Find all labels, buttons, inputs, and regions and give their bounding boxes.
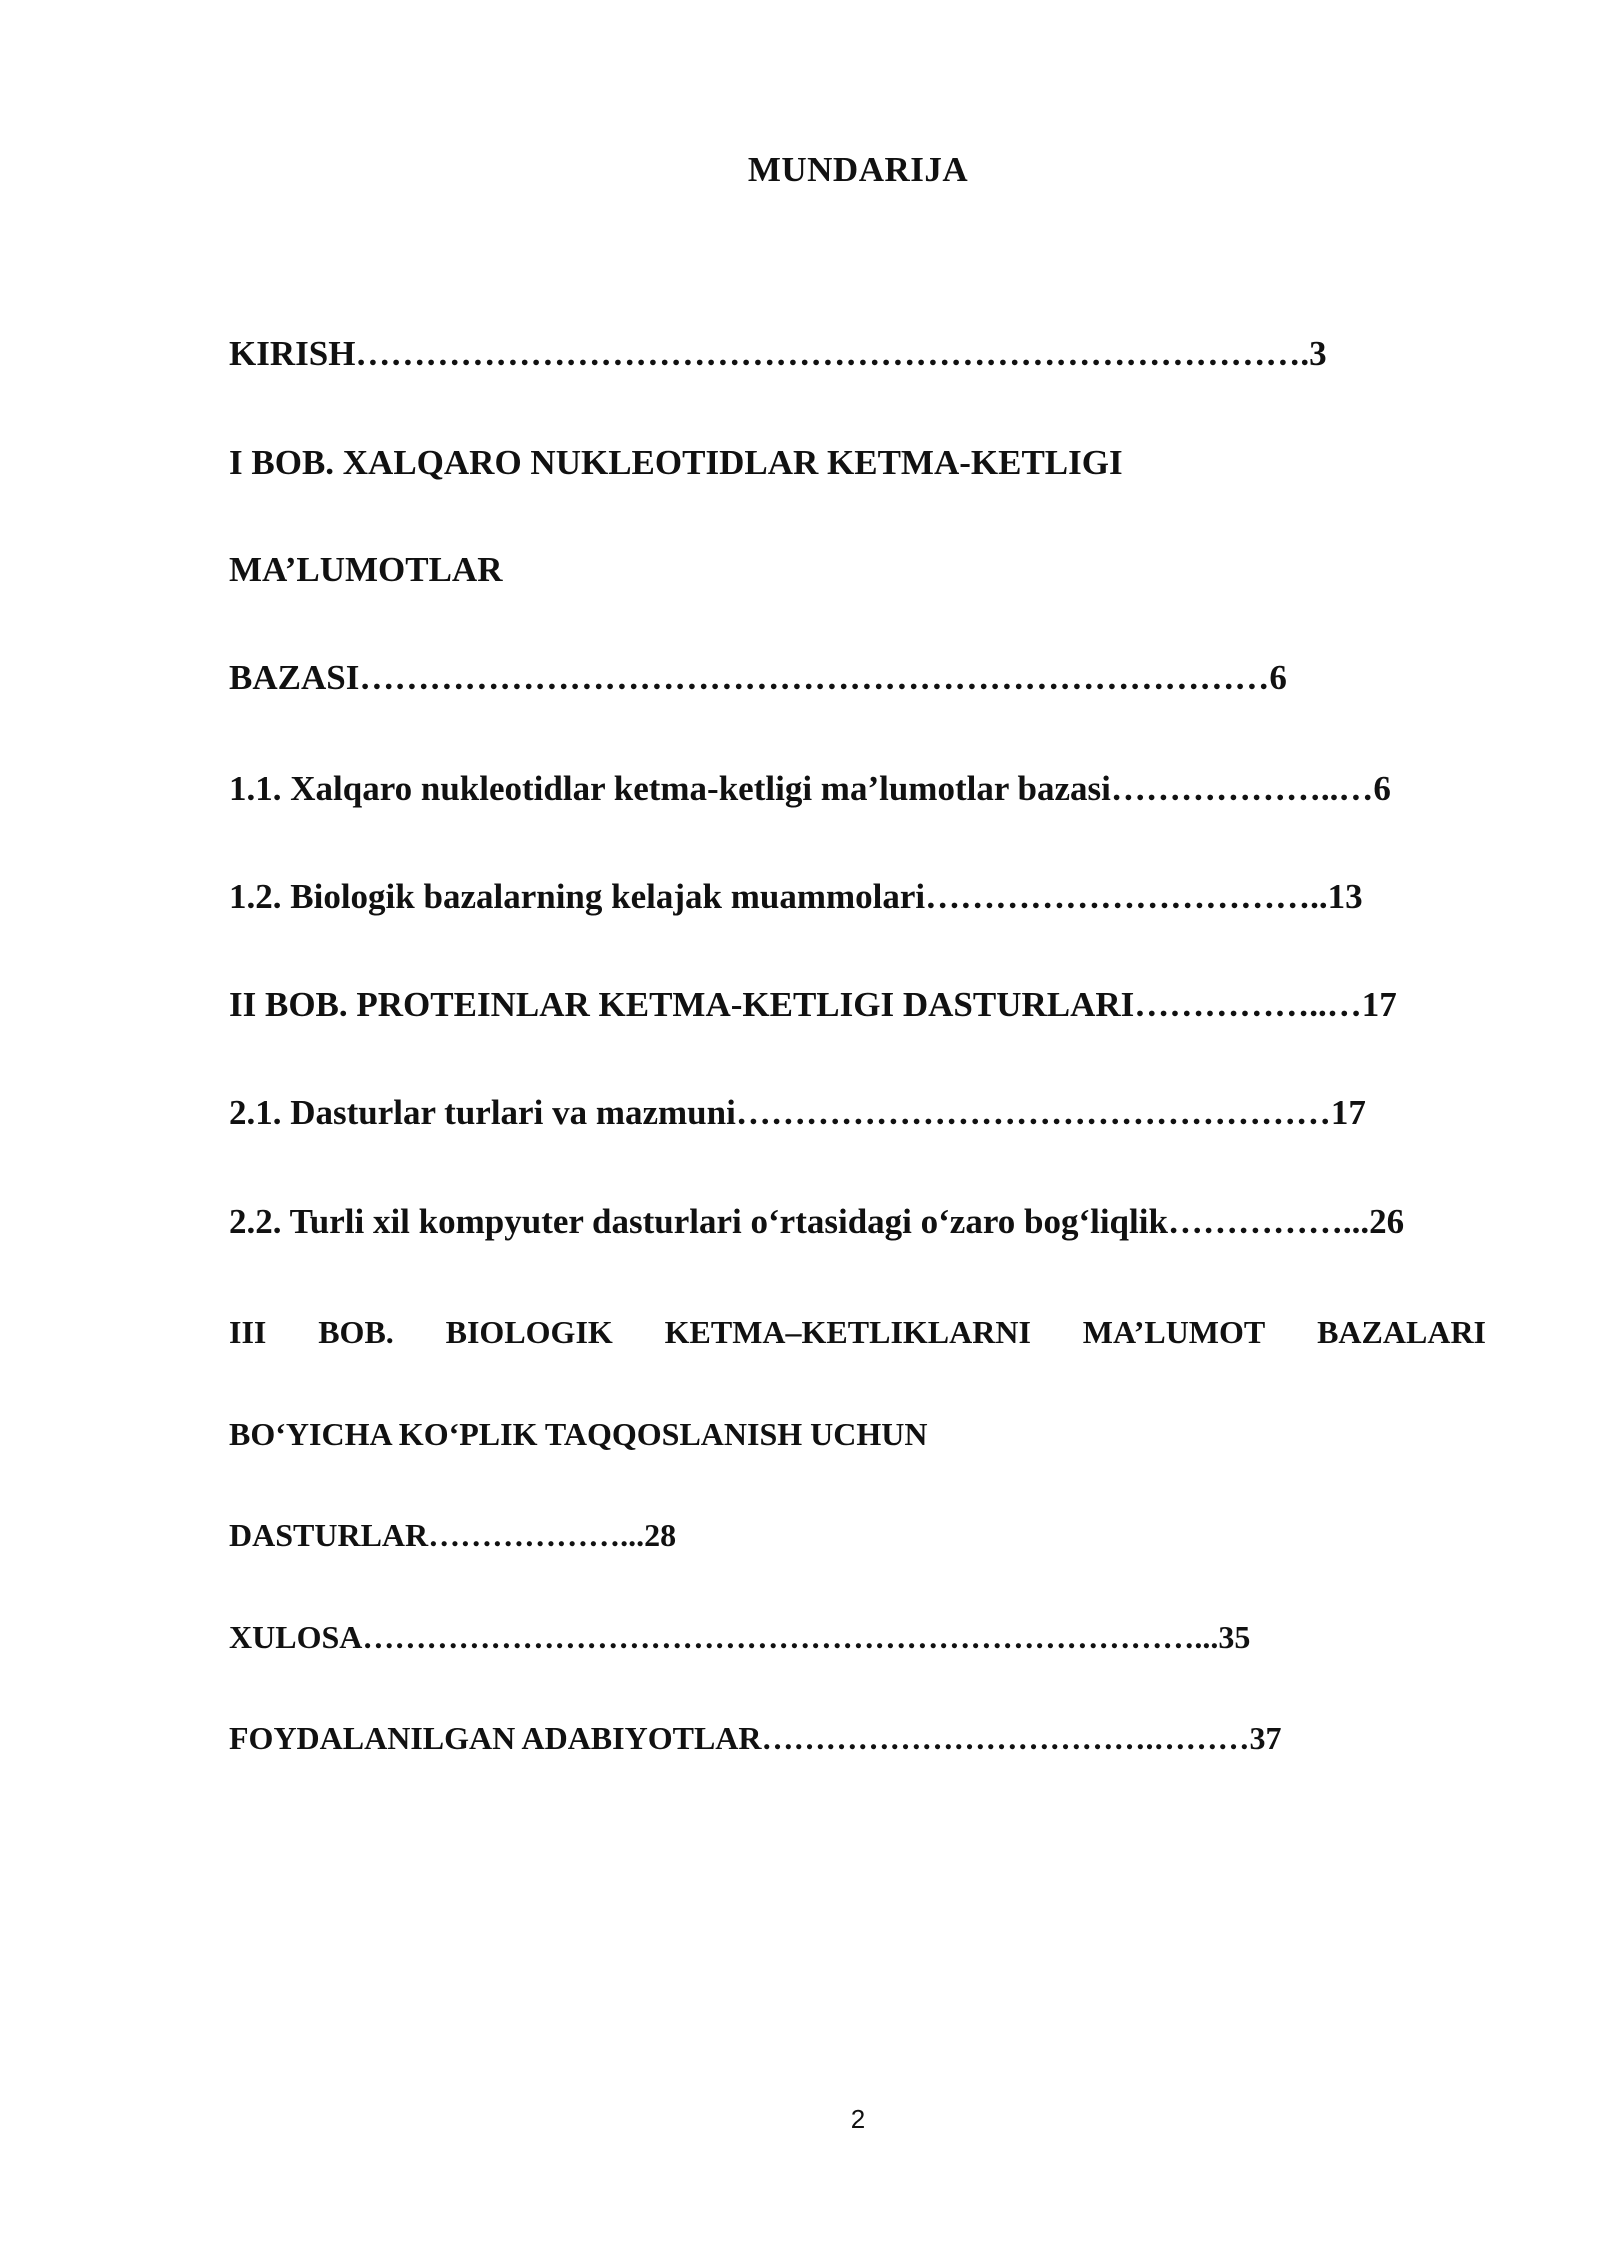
toc-word: MA’LUMOT — [1082, 1314, 1266, 1350]
toc-entry-section-2-2: 2.2. Turli xil kompyuter dasturlari o‘rtasidagi o‘zaro bog‘liqlik……………...26 — [229, 1202, 1405, 1241]
toc-entry-section-1-1: 1.1. Xalqaro nukleotidlar ketma-ketligi ma’lumotlar bazasi………………..…6 — [229, 769, 1391, 808]
toc-word: BOB. — [318, 1314, 394, 1350]
toc-entry-bob1-line3: BAZASI……………………………………………………………………6 — [229, 658, 1287, 697]
toc-entry-bob2: II BOB. PROTEINLAR KETMA-KETLIGI DASTURLARI……………..…17 — [229, 985, 1397, 1024]
page-number: 2 — [850, 2104, 866, 2134]
toc-word: III — [229, 1314, 267, 1350]
toc-entry-bob3-line3: DASTURLAR………………...28 — [229, 1517, 677, 1553]
toc-entry-section-1-2: 1.2. Biologik bazalarning kelajak muammolari……………………………..13 — [229, 877, 1363, 916]
toc-entry-bob3-line2: BO‘YICHA KO‘PLIK TAQQOSLANISH UCHUN — [229, 1416, 928, 1452]
toc-entry-adabiyotlar: FOYDALANILGAN ADABIYOTLAR……………………………….………37 — [229, 1720, 1282, 1756]
toc-word: BIOLOGIK — [445, 1314, 613, 1350]
toc-entry-bob3-line1 — [229, 1312, 1486, 1352]
toc-entry-bob1-line1: I BOB. XALQARO NUKLEOTIDLAR KETMA-KETLIGI — [229, 443, 1123, 482]
toc-word: KETMA–KETLIKLARNI — [664, 1314, 1031, 1350]
page-title: MUNDARIJA — [747, 150, 969, 189]
toc-entry-xulosa: XULOSA……………………………………………………………………...35 — [229, 1619, 1251, 1655]
toc-entry-section-2-1: 2.1. Dasturlar turlari va mazmuni……………………………………………17 — [229, 1093, 1366, 1132]
toc-entry-bob1-line2: MA’LUMOTLAR — [229, 550, 503, 589]
toc-entry-kirish: KIRISH……………………………………………………………………….3 — [229, 334, 1327, 373]
toc-word: BAZALARI — [1317, 1314, 1486, 1350]
